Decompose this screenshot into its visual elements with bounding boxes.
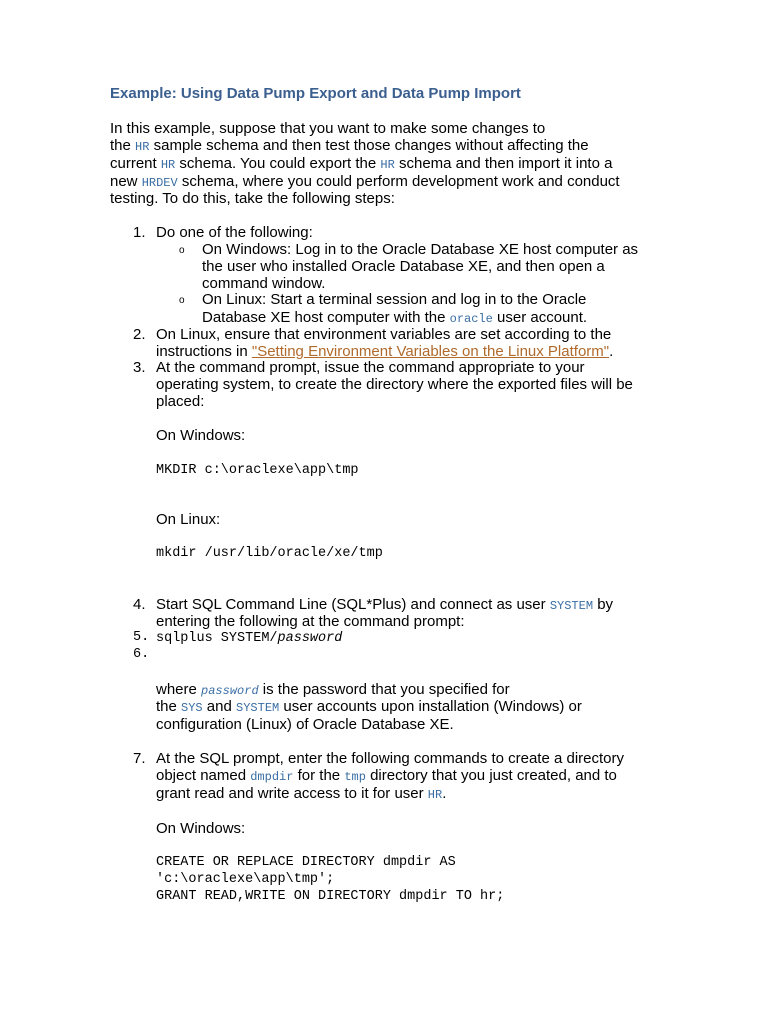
where-line-2: the SYS and SYSTEM user accounts upon installation (Windows) or bbox=[156, 698, 582, 715]
bullet-icon: o bbox=[179, 245, 185, 256]
step-7-line-2: object named dmpdir for the tmp directory that you just created, and to bbox=[156, 767, 617, 784]
inline-code: tmp bbox=[344, 770, 366, 784]
where-line-3: configuration (Linux) of Oracle Database XE. bbox=[156, 716, 454, 733]
list-number: 7. bbox=[133, 750, 146, 767]
intro-line-2: the HR sample schema and then test those changes without affecting the bbox=[110, 137, 589, 154]
intro-line-3: current HR schema. You could export the HR schema and then import it into a bbox=[110, 155, 613, 172]
code-create-directory-1: CREATE OR REPLACE DIRECTORY dmpdir AS bbox=[156, 855, 456, 870]
code-sqlplus: sqlplus SYSTEM/password bbox=[156, 631, 343, 646]
inline-code: HR bbox=[135, 140, 150, 154]
list-number: 2. bbox=[133, 326, 146, 343]
windows-label: On Windows: bbox=[156, 427, 246, 444]
list-number: 3. bbox=[133, 359, 146, 376]
step-1-text: Do one of the following: bbox=[156, 224, 313, 241]
code-mkdir-windows: MKDIR c:\oraclexe\app\tmp bbox=[156, 463, 359, 478]
inline-code: HR bbox=[380, 158, 395, 172]
sub-item-linux-line-2: Database XE host computer with the oracle user account. bbox=[202, 309, 588, 326]
windows-label: On Windows: bbox=[156, 820, 246, 837]
sub-item-linux-line-1: On Linux: Start a terminal session and log in to the Oracle bbox=[202, 291, 587, 308]
inline-code: HR bbox=[160, 158, 176, 172]
inline-code: SYS bbox=[181, 701, 203, 715]
intro-line-4: new HRDEV schema, where you could perform development work and conduct bbox=[110, 173, 620, 190]
step-2-line-2: instructions in "Setting Environment Variables on the Linux Platform". bbox=[156, 343, 614, 360]
step-2-line-1: On Linux, ensure that environment variables are set according to the bbox=[156, 326, 612, 343]
list-number: 5. bbox=[133, 630, 150, 645]
step-3-line-2: operating system, to create the directory where the exported files will be bbox=[156, 376, 633, 393]
step-4-line-1: Start SQL Command Line (SQL*Plus) and connect as user SYSTEM by bbox=[156, 596, 614, 613]
list-number: 1. bbox=[133, 224, 146, 241]
code-grant: GRANT READ,WRITE ON DIRECTORY dmpdir TO hr; bbox=[156, 889, 505, 904]
intro-line-1: In this example, suppose that you want to make some changes to bbox=[110, 120, 546, 137]
list-number: 6. bbox=[133, 647, 150, 662]
inline-code: password bbox=[201, 684, 259, 698]
inline-code: HRDEV bbox=[141, 176, 178, 190]
inline-code: SYSTEM bbox=[549, 599, 594, 613]
list-number: 4. bbox=[133, 596, 146, 613]
step-3-line-3: placed: bbox=[156, 393, 205, 410]
step-7-line-3: grant read and write access to it for user HR. bbox=[156, 785, 447, 802]
sub-item-windows-line-3: command window. bbox=[202, 275, 326, 292]
page-title: Example: Using Data Pump Export and Data Pump Import bbox=[110, 85, 521, 102]
bullet-icon: o bbox=[179, 295, 185, 306]
linux-label: On Linux: bbox=[156, 511, 221, 528]
inline-code: SYSTEM bbox=[236, 701, 280, 715]
code-create-directory-2: 'c:\oraclexe\app\tmp'; bbox=[156, 872, 335, 887]
link-setting-env-vars[interactable]: "Setting Environment Variables on the Linux Platform" bbox=[251, 343, 610, 360]
sub-item-windows-line-1: On Windows: Log in to the Oracle Database XE host computer as bbox=[202, 241, 639, 258]
inline-code: HR bbox=[427, 788, 443, 802]
inline-code: oracle bbox=[449, 312, 493, 326]
step-7-line-1: At the SQL prompt, enter the following commands to create a directory bbox=[156, 750, 625, 767]
sub-item-windows-line-2: the user who installed Oracle Database XE, and then open a bbox=[202, 258, 605, 275]
where-line-1: where password is the password that you specified for bbox=[156, 681, 510, 698]
step-3-line-1: At the command prompt, issue the command appropriate to your bbox=[156, 359, 585, 376]
inline-code: dmpdir bbox=[250, 770, 294, 784]
step-4-line-2: entering the following at the command prompt: bbox=[156, 613, 465, 630]
intro-line-5: testing. To do this, take the following steps: bbox=[110, 190, 395, 207]
code-mkdir-linux: mkdir /usr/lib/oracle/xe/tmp bbox=[156, 546, 383, 561]
